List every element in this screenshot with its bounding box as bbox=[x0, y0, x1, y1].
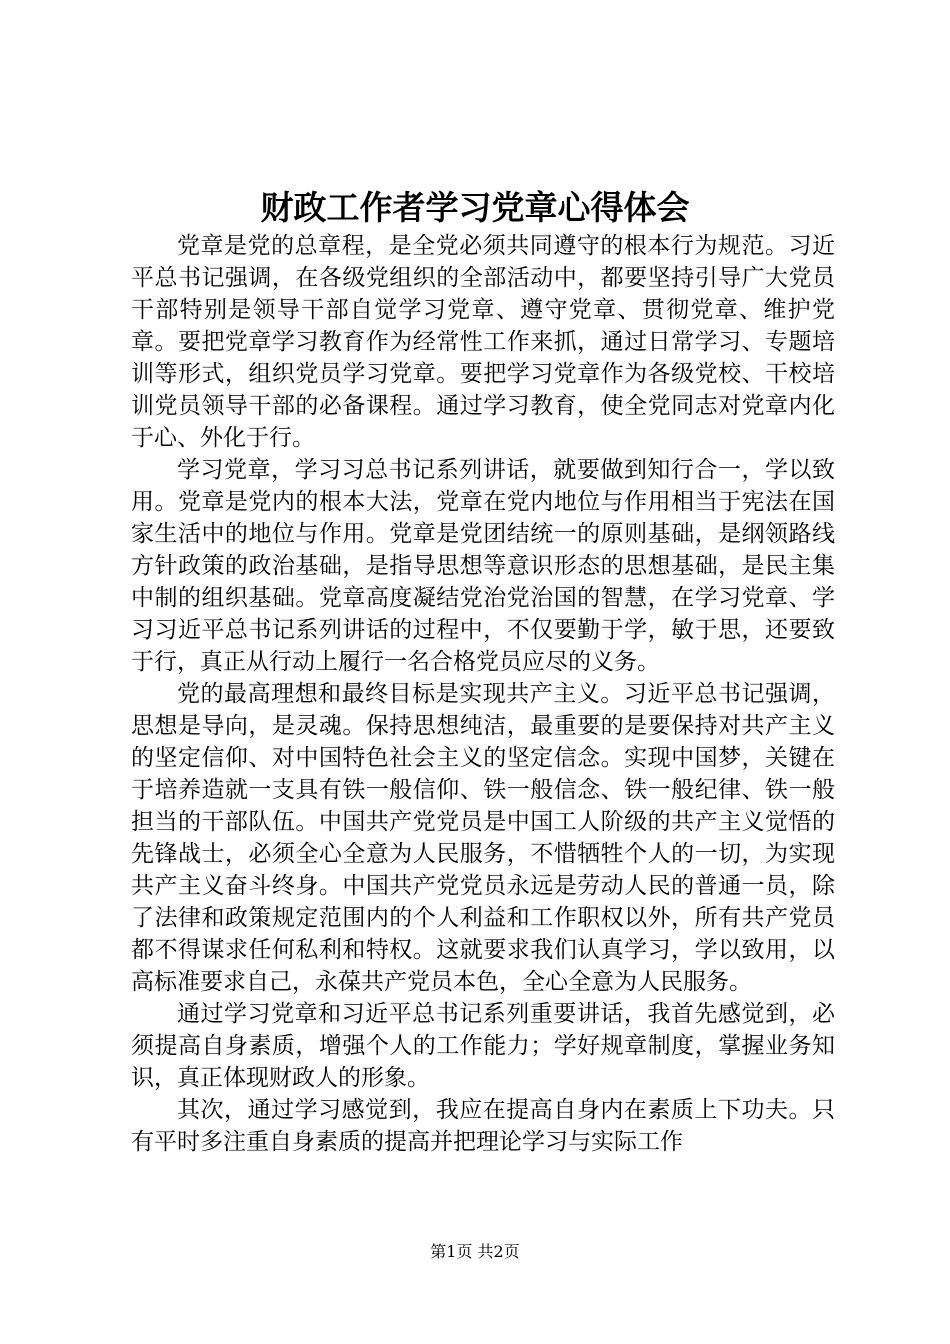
paragraph: 通过学习党章和习近平总书记系列重要讲话，我首先感觉到，必须提高自身素质，增强个人的工作能力；学好规章制度，掌握业务知识，真正体现财政人的形象。 bbox=[131, 1001, 835, 1091]
document-title: 财政工作者学习党章心得体会 bbox=[260, 188, 690, 227]
paragraph: 党章是党的总章程，是全党必须共同遵守的根本行为规范。习近平总书记强调，在各级党组织的全部活动中，都要坚持引导广大党员干部特别是领导干部自觉学习党章、遵守党章、贯彻党章、维护党章。要把党章学习教育作为经常性工作来抓，通过日常学习、专题培训等形式，组织党员学习党章。要把学习党章作为各级党校、干校培训党员领导干部的必备课程。通过学习教育，使全党同志对党章内化于心、外化于行。 bbox=[131, 233, 835, 451]
paragraph: 学习党章，学习习总书记系列讲话，就要做到知行合一，学以致用。党章是党内的根本大法，党章在党内地位与作用相当于宪法在国家生活中的地位与作用。党章是党团结统一的原则基础，是纲领路线方针政策的政治基础，是指导思想等意识形态的思想基础，是民主集中制的组织基础。党章高度凝结党治党治国的智慧，在学习党章、学习习近平总书记系列讲话的过程中，不仅要勤于学，敏于思，还要致于行，真正从行动上履行一名合格党员应尽的义务。 bbox=[131, 457, 835, 675]
page-number-footer: 第1页 共2页 bbox=[430, 1242, 520, 1261]
document-body bbox=[131, 230, 835, 1158]
paragraph: 党的最高理想和最终目标是实现共产主义。习近平总书记强调，思想是导向，是灵魂。保持思想纯洁，最重要的是要保持对共产主义的坚定信仰、对中国特色社会主义的坚定信念。实现中国梦，关键在于培养造就一支具有铁一般信仰、铁一般信念、铁一般纪律、铁一般担当的干部队伍。中国共产党党员是中国工人阶级的共产主义觉悟的先锋战士，必须全心全意为人民服务，不惜牺牲个人的一切，为实现共产主义奋斗终身。中国共产党党员永远是劳动人民的普通一员，除了法律和政策规定范围内的个人利益和工作职权以外，所有共产党员都不得谋求任何私利和特权。这就要求我们认真学习，学以致用，以高标准要求自己，永葆共产党员本色，全心全意为人民服务。 bbox=[131, 681, 835, 995]
paragraph: 其次，通过学习感觉到，我应在提高自身内在素质上下功夫。只有平时多注重自身素质的提高并把理论学习与实际工作 bbox=[131, 1097, 835, 1155]
